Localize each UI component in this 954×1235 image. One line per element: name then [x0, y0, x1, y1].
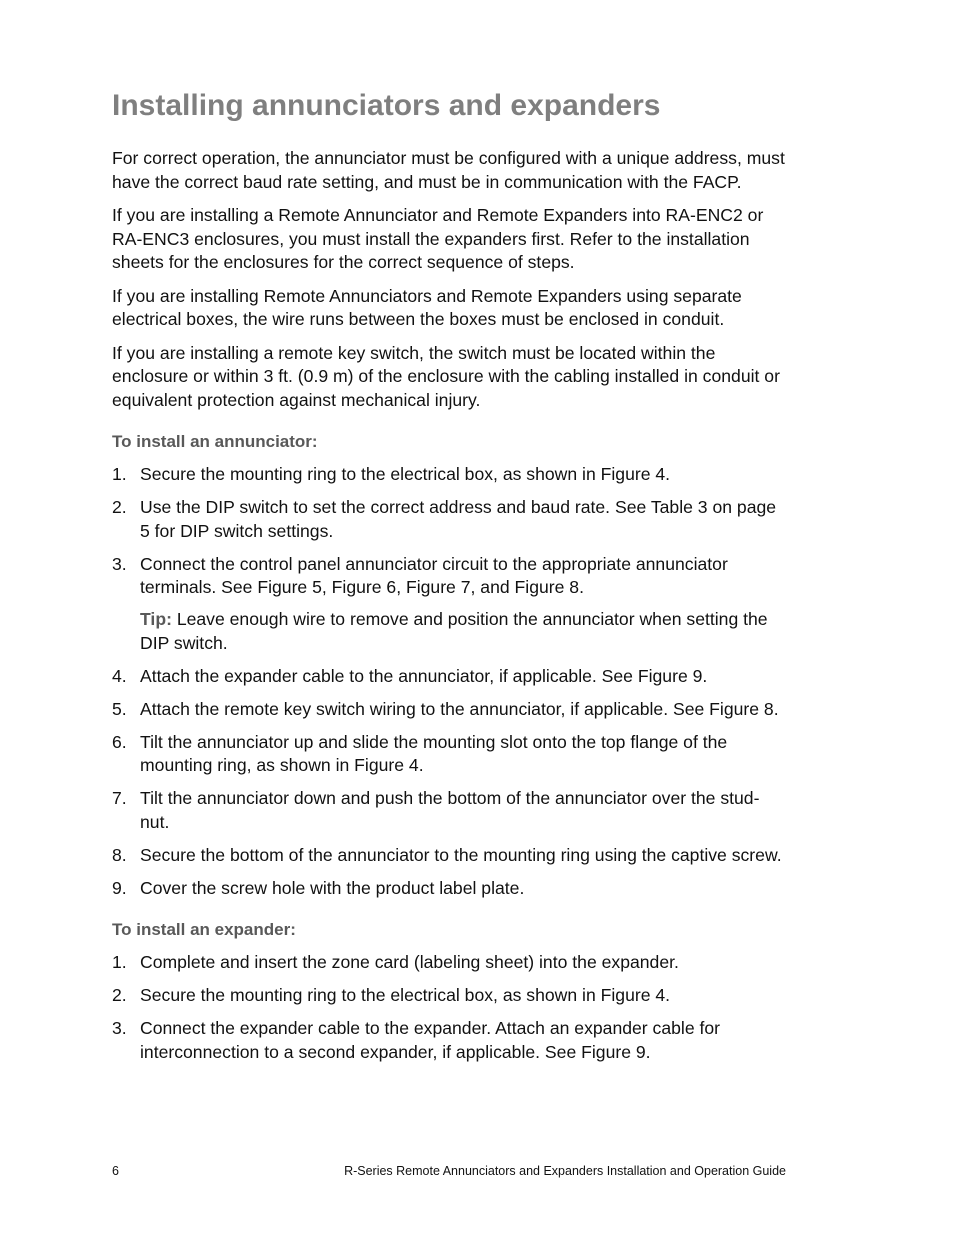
expander-procedure-heading: To install an expander:: [112, 920, 296, 939]
step-number: 5.: [112, 698, 127, 719]
list-item: [112, 731, 788, 778]
step-number: 1.: [112, 952, 127, 972]
step-text: Complete and insert the zone card (labeling sheet) into the expander.: [140, 952, 679, 972]
intro-paragraph-2: If you are installing a Remote Annunciator and Remote Expanders into RA-ENC2 or RA-ENC3 enclosures, you must install the expanders first. Refer to the installation sheets for the enclosures for the correct sequence of steps.: [112, 205, 764, 272]
list-item: [112, 984, 788, 1008]
page-title: Installing annunciators and expanders: [112, 89, 661, 122]
document-title: R-Series Remote Annunciators and Expanders Installation and Operation Guide: [344, 1164, 786, 1178]
list-item: [112, 496, 788, 543]
expander-steps-list: [112, 951, 788, 1064]
list-item: [112, 951, 788, 975]
list-item: [112, 665, 788, 689]
step-number: 4.: [112, 665, 127, 686]
step-text: Attach the expander cable to the annunciator, if applicable. See Figure 9.: [140, 665, 708, 686]
step-text: Tilt the annunciator down and push the bottom of the annunciator over the stud-nut.: [140, 788, 760, 832]
step-number: 3.: [112, 553, 127, 574]
list-item: [112, 698, 788, 722]
tip-text: Leave enough wire to remove and position the annunciator when setting the DIP switch.: [140, 609, 768, 653]
step-text: Connect the control panel annunciator circuit to the appropriate annunciator terminals. See Figure 5, Figure 6, Figure 7, and Figure 8.: [140, 553, 728, 597]
annunciator-steps-list-continued: [112, 665, 788, 901]
list-item: [112, 553, 788, 600]
tip-label: Tip:: [140, 609, 172, 629]
step-number: 1.: [112, 464, 127, 484]
annunciator-steps-list: [112, 463, 788, 600]
step-number: 3.: [112, 1018, 127, 1038]
tip-note: [112, 608, 788, 655]
step-text: Secure the mounting ring to the electrical box, as shown in Figure 4.: [140, 464, 671, 484]
step-number: 8.: [112, 844, 127, 865]
document-body: [112, 86, 788, 1074]
step-text: Attach the remote key switch wiring to the annunciator, if applicable. See Figure 8.: [140, 698, 779, 719]
step-text: Use the DIP switch to set the correct address and baud rate. See Table 3 on page 5 for DIP switch settings.: [140, 497, 777, 541]
step-number: 7.: [112, 788, 127, 808]
intro-paragraph-4: If you are installing a remote key switch, the switch must be located within the enclosure or within 3 ft. (0.9 m) of the enclosure with the cabling installed in conduit or equivalent protection against mechanical injury.: [112, 342, 780, 410]
step-text: Secure the bottom of the annunciator to the mounting ring using the captive screw.: [140, 844, 782, 865]
step-number: 9.: [112, 877, 127, 898]
page-number: 6: [112, 1164, 119, 1178]
list-item: [112, 844, 788, 868]
list-item: [112, 463, 788, 487]
step-text: Tilt the annunciator up and slide the mounting slot onto the top flange of the mounting ring, as shown in Figure 4.: [140, 731, 728, 775]
step-text: Connect the expander cable to the expander. Attach an expander cable for interconnection to a second expander, if applicable. See Figure 9.: [140, 1018, 721, 1062]
step-text: Cover the screw hole with the product label plate.: [140, 877, 525, 898]
step-number: 2.: [112, 497, 127, 517]
step-text: Secure the mounting ring to the electrical box, as shown in Figure 4.: [140, 985, 671, 1005]
annunciator-procedure-heading: To install an annunciator:: [112, 432, 318, 451]
intro-paragraph-1: For correct operation, the annunciator must be configured with a unique address, must have the correct baud rate setting, and must be in communication with the FACP.: [112, 148, 785, 192]
list-item: [112, 877, 788, 901]
list-item: [112, 787, 788, 834]
step-number: 6.: [112, 731, 127, 752]
list-item: [112, 1017, 788, 1064]
intro-paragraph-3: If you are installing Remote Annunciators and Remote Expanders using separate electrical boxes, the wire runs between the boxes must be enclosed in conduit.: [112, 285, 742, 329]
step-number: 2.: [112, 985, 127, 1005]
